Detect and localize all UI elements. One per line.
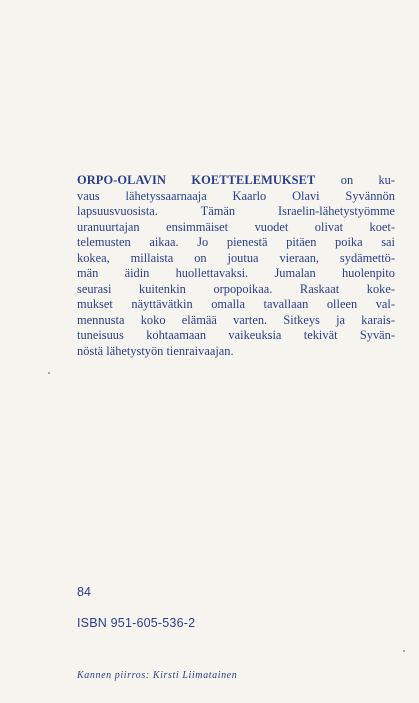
blurb-line-1-rest: on ku-: [315, 173, 395, 187]
description-text: [77, 173, 395, 360]
paper-speck: [403, 650, 405, 652]
blurb-line: lapsuusvuosista. Tämän Israelin-lähetystyömme: [77, 204, 395, 219]
blurb-line: uranuurtajan ensimmäiset vuodet olivat koet-: [77, 219, 395, 234]
paper-speck: [48, 372, 50, 374]
blurb-line: män äidin huollettavaksi. Jumalan huolenpito: [77, 266, 395, 281]
isbn-code: ISBN 951-605-536-2: [77, 616, 196, 630]
blurb-line: seurasi kuitenkin orpopoikaa. Raskaat koke-: [77, 281, 395, 296]
blurb-line: telemusten aikaa. Jo pienestä pitäen poika sai: [77, 235, 395, 250]
blurb-line: mennusta koko elämää varten. Sitkeys ja karais-: [77, 312, 395, 327]
blurb-line: mukset näyttävätkin omalla tavallaan olleen val-: [77, 297, 395, 312]
cover-illustration-credit: Kannen piirros: Kirsti Liimatainen: [77, 670, 238, 681]
book-title: ORPO-OLAVIN KOETTELEMUKSET: [77, 173, 316, 187]
blurb-line: vaus lähetyssaarnaaja Kaarlo Olavi Syvännön: [77, 188, 395, 203]
blurb-line: kokea, millaista on joutua vieraan, sydämettö-: [77, 250, 395, 265]
blurb-line: tuneisuus kohtaamaan vaikeuksia tekivät Syvän-: [77, 328, 395, 343]
blurb-line-1: [77, 173, 395, 189]
blurb-line-last: nöstä lähetystyön tienraivaajan.: [77, 344, 234, 359]
catalog-number: 84: [77, 585, 91, 599]
